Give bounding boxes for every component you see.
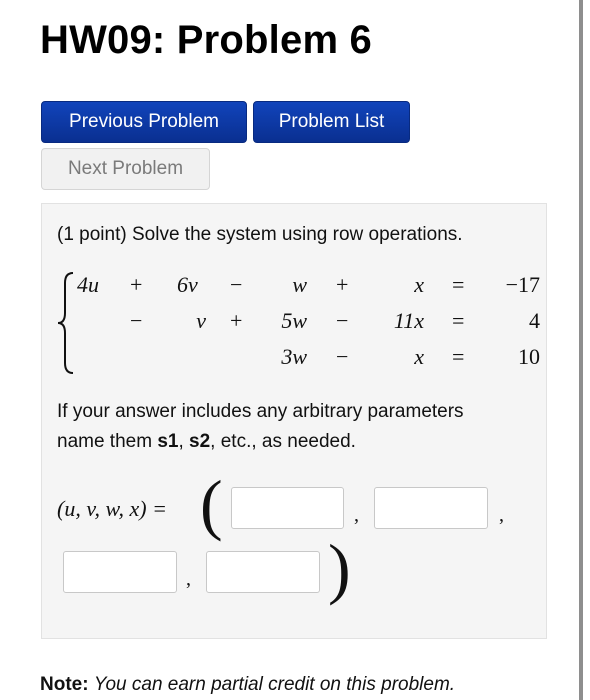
note-label: Note:	[40, 674, 89, 695]
param-s2: s2	[189, 431, 211, 452]
eq2-term-w: 5w	[281, 308, 307, 333]
param-s1: s1	[157, 431, 179, 452]
answer-x-input[interactable]	[206, 551, 320, 593]
close-paren: )	[328, 530, 351, 606]
problem-panel	[41, 203, 547, 639]
eq2-term-x: 11x	[393, 308, 424, 333]
eq3-op3: −	[336, 344, 349, 369]
eq2-term-v: v	[196, 308, 206, 333]
open-paren: (	[200, 466, 223, 542]
right-divider	[579, 0, 583, 700]
problem-list-button[interactable]: Problem List	[253, 101, 410, 143]
eq2-rhs: 4	[529, 308, 540, 333]
note	[40, 674, 455, 696]
page-title: HW09: Problem 6	[40, 18, 372, 62]
eq1-op2: −	[230, 272, 243, 297]
next-problem-button[interactable]: Next Problem	[41, 148, 210, 190]
eq1-op1: +	[130, 272, 143, 297]
comma-2: ,	[499, 504, 504, 526]
eq3-rhs: 10	[518, 344, 540, 369]
left-brace	[56, 271, 78, 375]
instructions	[57, 397, 537, 457]
instructions-line-1: If your answer includes any arbitrary parameters	[57, 401, 464, 422]
eq3-term-w: 3w	[281, 344, 307, 369]
eq1-equals: =	[452, 272, 465, 297]
tuple-label: (u, v, w, x) =	[57, 496, 167, 521]
eq2-op3: −	[336, 308, 349, 333]
eq1-rhs: −17	[505, 272, 540, 297]
eq3-term-x: x	[414, 344, 424, 369]
eq2-op2: +	[230, 308, 243, 333]
problem-prompt	[57, 224, 463, 246]
eq1-op3: +	[336, 272, 349, 297]
eq1-term-u: 4u	[77, 272, 99, 297]
answer-u-input[interactable]	[231, 487, 344, 529]
eq2-op1: −	[130, 308, 143, 333]
eq3-equals: =	[452, 344, 465, 369]
previous-problem-button[interactable]: Previous Problem	[41, 101, 247, 143]
prompt-text: Solve the system using row operations.	[131, 224, 463, 245]
comma-3: ,	[186, 568, 191, 590]
eq1-term-x: x	[414, 272, 424, 297]
eq1-term-w: w	[292, 272, 307, 297]
eq1-term-v: 6v	[177, 272, 198, 297]
points-label: (1 point)	[57, 224, 127, 245]
instructions-line-2: name them s1, s2, etc., as needed.	[57, 431, 356, 452]
answer-v-input[interactable]	[374, 487, 488, 529]
answer-w-input[interactable]	[63, 551, 177, 593]
comma-1: ,	[354, 504, 359, 526]
eq2-equals: =	[452, 308, 465, 333]
note-text: You can earn partial credit on this problem.	[93, 674, 456, 695]
